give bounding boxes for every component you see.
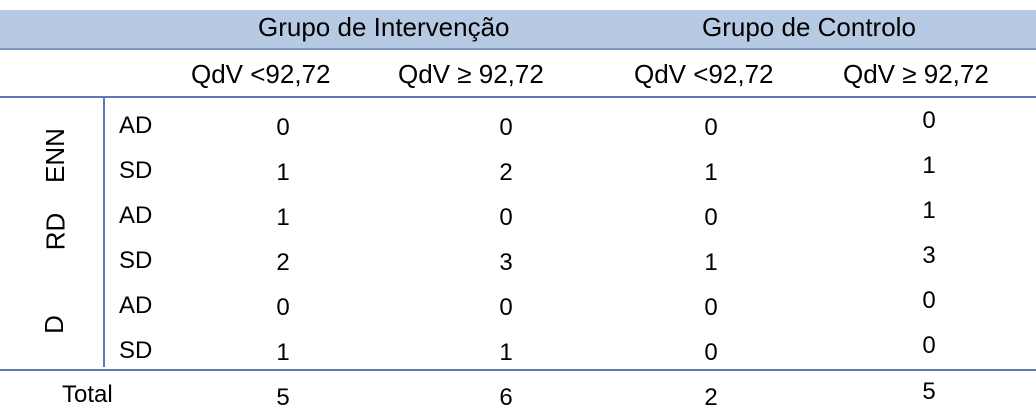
table-cell: 2 — [276, 249, 290, 276]
table-cell: 3 — [499, 249, 513, 276]
total-cell: 5 — [276, 384, 290, 411]
table-cell: 1 — [704, 159, 718, 186]
row-label: AD — [119, 292, 153, 319]
subheader-3: QdV <92,72 — [634, 59, 774, 89]
subheader-4: QdV ≥ 92,72 — [843, 59, 989, 89]
table-cell: 0 — [704, 204, 718, 231]
category-rd: RD — [40, 212, 71, 251]
table-cell: 0 — [922, 287, 936, 314]
subheader-1: QdV <92,72 — [191, 59, 331, 89]
category-d: D — [38, 315, 69, 334]
row-label: SD — [119, 247, 153, 274]
group-header-intervention: Grupo de Intervenção — [258, 12, 510, 42]
total-cell: 6 — [499, 384, 513, 411]
row-label: SD — [119, 337, 153, 364]
table-cell: 0 — [276, 294, 290, 321]
table-cell: 1 — [276, 159, 290, 186]
total-cell: 5 — [922, 378, 936, 405]
total-cell: 2 — [704, 384, 718, 411]
table-cell: 1 — [499, 339, 513, 366]
total-label: Total — [62, 381, 113, 408]
table-cell: 0 — [922, 107, 936, 134]
table-cell: 0 — [704, 294, 718, 321]
table-cell: 0 — [922, 332, 936, 359]
table-cell: 1 — [276, 339, 290, 366]
table-cell: 1 — [276, 204, 290, 231]
table-cell: 0 — [499, 294, 513, 321]
table-cell: 0 — [276, 114, 290, 141]
header-rule — [0, 96, 1036, 98]
table-cell: 3 — [922, 242, 936, 269]
table-cell: 2 — [499, 159, 513, 186]
row-label: SD — [119, 157, 153, 184]
subheader-2: QdV ≥ 92,72 — [398, 59, 544, 89]
table-cell: 1 — [922, 152, 936, 179]
table-cell: 0 — [704, 114, 718, 141]
row-label: AD — [119, 112, 153, 139]
category-enn: ENN — [39, 128, 70, 183]
total-rule — [0, 369, 1036, 371]
group-header-control: Grupo de Controlo — [702, 12, 916, 42]
category-divider — [103, 97, 105, 367]
table-cell: 0 — [499, 114, 513, 141]
table-cell: 0 — [704, 339, 718, 366]
table-cell: 1 — [922, 197, 936, 224]
table-cell: 0 — [499, 204, 513, 231]
table-cell: 1 — [704, 249, 718, 276]
header-band-edge — [0, 48, 1036, 50]
row-label: AD — [119, 202, 153, 229]
